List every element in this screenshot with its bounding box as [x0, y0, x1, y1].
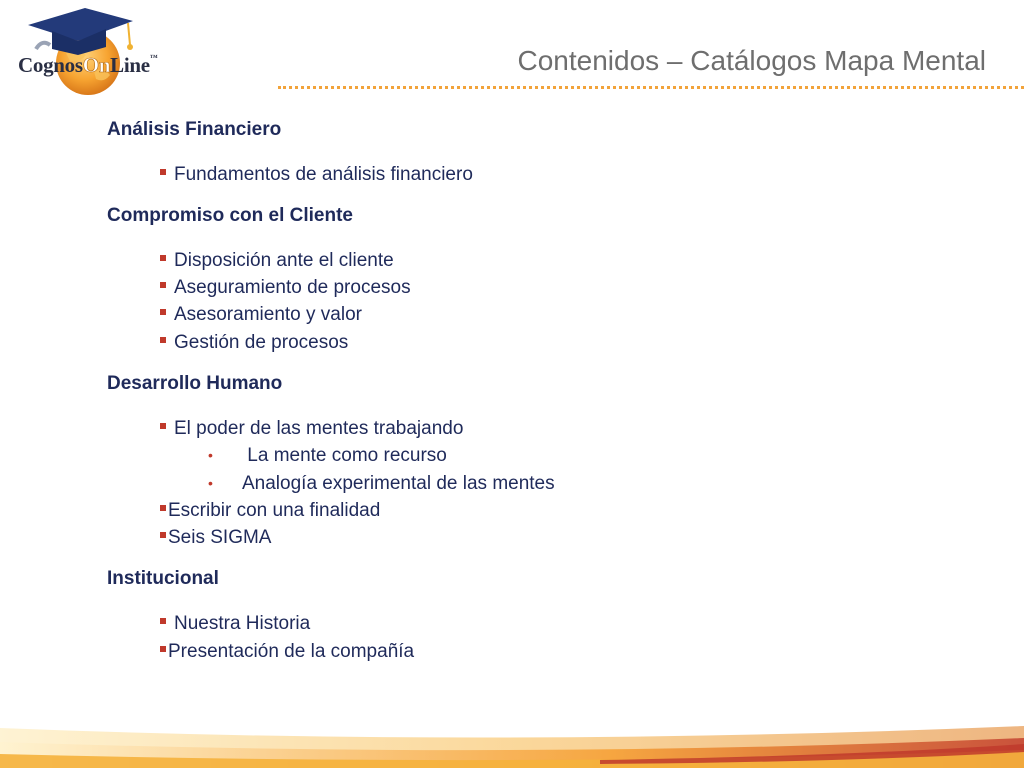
square-bullet-icon [160, 282, 166, 288]
footer-swoosh [0, 708, 1024, 768]
list-item: Aseguramiento de procesos [160, 277, 411, 299]
list-item: Disposición ante el cliente [160, 250, 394, 272]
square-bullet-icon [160, 337, 166, 343]
list-item: Presentación de la compañía [160, 641, 414, 663]
square-bullet-icon [160, 255, 166, 261]
list-item: Seis SIGMA [160, 527, 271, 549]
list-item: El poder de las mentes trabajando [160, 418, 463, 440]
section-heading-compromiso: Compromiso con el Cliente [107, 205, 353, 226]
list-item-sub: • La mente como recurso [208, 445, 447, 466]
section-heading-desarrollo: Desarrollo Humano [107, 373, 283, 394]
square-bullet-icon [160, 532, 166, 538]
logo-wordmark: CognosOnLine™ [18, 53, 158, 77]
dot-bullet-icon: • [208, 447, 213, 463]
list-item: Gestión de procesos [160, 332, 348, 354]
page-title: Contenidos – Catálogos Mapa Mental [517, 45, 986, 76]
square-bullet-icon [160, 169, 166, 175]
dot-bullet-icon: • [208, 475, 213, 491]
list-item-sub: • Analogía experimental de las mentes [208, 473, 555, 494]
square-bullet-icon [160, 646, 166, 652]
list-item: Escribir con una finalidad [160, 500, 380, 522]
square-bullet-icon [160, 423, 166, 429]
section-heading-institucional: Institucional [107, 568, 219, 589]
list-item: Asesoramiento y valor [160, 304, 362, 326]
list-item: Nuestra Historia [160, 613, 310, 635]
square-bullet-icon [160, 309, 166, 315]
square-bullet-icon [160, 618, 166, 624]
list-item: Fundamentos de análisis financiero [160, 164, 473, 186]
square-bullet-icon [160, 505, 166, 511]
section-heading-analisis: Análisis Financiero [107, 119, 282, 140]
